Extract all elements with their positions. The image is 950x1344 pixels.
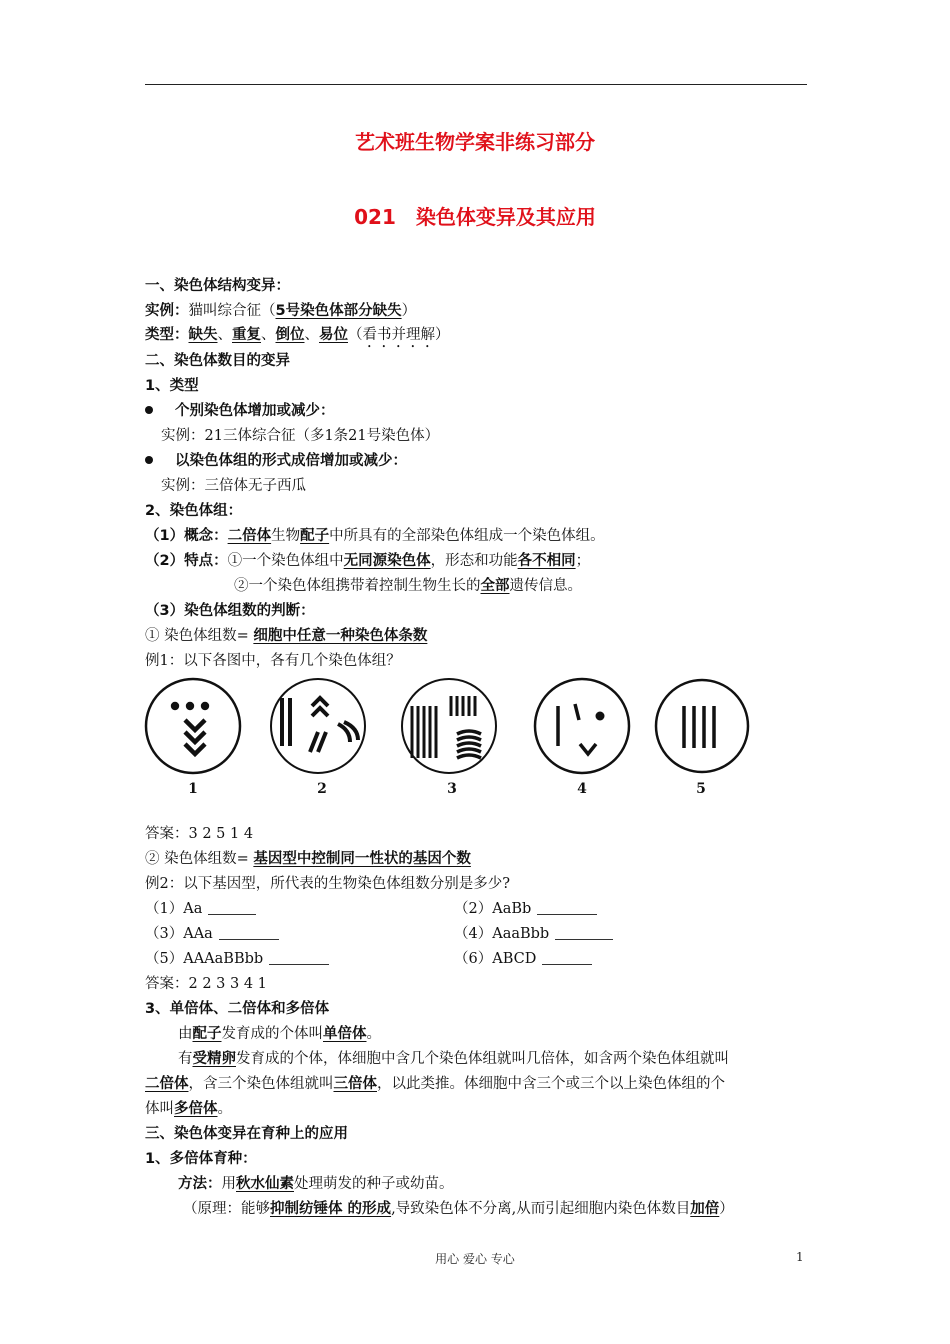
page-title: 艺术班生物学案非练习部分 xyxy=(355,130,595,154)
s3-1-heading: 1、多倍体育种： xyxy=(145,1151,257,1167)
chromosome-figure-1 xyxy=(143,676,243,776)
s1-types: 类型：缺失、重复、倒位、易位（看书并理解） xyxy=(145,327,450,343)
bullet-2-example: 实例：三倍体无子西瓜 xyxy=(161,478,306,494)
answer-blank[interactable] xyxy=(269,950,329,965)
chromosome-figure-2 xyxy=(268,676,368,776)
concept-line: （1）概念：二倍体生物配子中所具有的全部染色体组成一个染色体组。 xyxy=(145,528,605,544)
example-1-question: 例1：以下各图中，各有几个染色体组？ xyxy=(145,653,401,669)
answer-blank[interactable] xyxy=(542,950,592,965)
lesson-title: 021 染色体变异及其应用 xyxy=(354,205,596,229)
feature-line-2: ②一个染色体组携带着控制生物生长的全部遗传信息。 xyxy=(234,578,582,594)
s2-3-heading: 3、单倍体、二倍体和多倍体 xyxy=(145,1001,330,1017)
example-2-answer: 答案：2 2 3 3 4 1 xyxy=(145,976,267,992)
polyploid-para-line-1: 有受精卵发育成的个体，体细胞中含几个染色体组就叫几倍体，如含两个染色体组就叫 xyxy=(178,1051,729,1067)
example-2-question: 例2：以下基因型，所代表的生物染色体组数分别是多少? xyxy=(145,876,510,892)
s2-2-heading: 2、染色体组： xyxy=(145,503,243,519)
bullet-item-2: 以染色体组的形式成倍增加或减少： xyxy=(145,451,407,471)
section-3-heading: 三、染色体变异在育种上的应用 xyxy=(145,1126,348,1142)
rule-1: ① 染色体组数= 细胞中任意一种染色体条数 xyxy=(145,628,428,644)
answer-blank[interactable] xyxy=(537,900,597,915)
chromosome-figure-3 xyxy=(399,676,499,776)
rule-2: ② 染色体组数= 基因型中控制同一性状的基因个数 xyxy=(145,851,471,867)
genotype-5: （5）AAAaBBbb xyxy=(145,949,329,969)
footer-motto: 用心 爱心 专心 xyxy=(435,1252,515,1266)
bullet-icon xyxy=(145,456,153,464)
header-rule xyxy=(145,84,807,85)
haploid-line: 由配子发育成的个体叫单倍体。 xyxy=(178,1026,381,1042)
genotype-4: （4）AaaBbb xyxy=(454,924,613,944)
polyploid-para-line-3: 体叫多倍体。 xyxy=(145,1101,232,1117)
bullet-icon xyxy=(145,406,153,414)
genotype-6: （6）ABCD xyxy=(454,949,592,969)
answer-blank[interactable] xyxy=(208,900,256,915)
answer-blank[interactable] xyxy=(555,925,613,940)
chromosome-figure-5 xyxy=(652,676,752,776)
figure-label-3: 3 xyxy=(447,781,457,797)
s1-example: 实例：猫叫综合征（5号染色体部分缺失） xyxy=(145,303,417,319)
genotype-2: （2）AaBb xyxy=(454,899,597,919)
judge-heading: （3）染色体组数的判断： xyxy=(145,603,315,619)
figure-label-4: 4 xyxy=(577,781,587,797)
principle-line: （原理：能够抑制纺锤体 的形成,导致染色体不分离,从而引起细胞内染色体数目加倍） xyxy=(183,1201,734,1217)
example-1-answer: 答案：3 2 5 1 4 xyxy=(145,826,254,842)
genotype-3: （3）AAa xyxy=(145,924,279,944)
section-1-heading: 一、染色体结构变异： xyxy=(145,278,290,294)
bullet-item-1: 个别染色体增加或减少： xyxy=(145,401,335,421)
s2-1-heading: 1、类型 xyxy=(145,378,199,394)
figure-label-1: 1 xyxy=(188,781,198,797)
genotype-1: （1）Aa xyxy=(145,899,256,919)
chromosome-figure-4 xyxy=(532,676,632,776)
answer-blank[interactable] xyxy=(219,925,279,940)
section-2-heading: 二、染色体数目的变异 xyxy=(145,353,290,369)
bullet-1-example: 实例：21三体综合征（多1条21号染色体） xyxy=(161,428,440,444)
figure-label-2: 2 xyxy=(317,781,327,797)
polyploid-para-line-2: 二倍体，含三个染色体组就叫三倍体，以此类推。体细胞中含三个或三个以上染色体组的个 xyxy=(145,1076,725,1092)
figure-label-5: 5 xyxy=(696,781,706,797)
page-number: 1 xyxy=(796,1250,804,1264)
feature-line-1: （2）特点：①一个染色体组中无同源染色体，形态和功能各不相同； xyxy=(145,553,591,569)
method-line: 方法：用秋水仙素处理萌发的种子或幼苗。 xyxy=(178,1176,454,1192)
